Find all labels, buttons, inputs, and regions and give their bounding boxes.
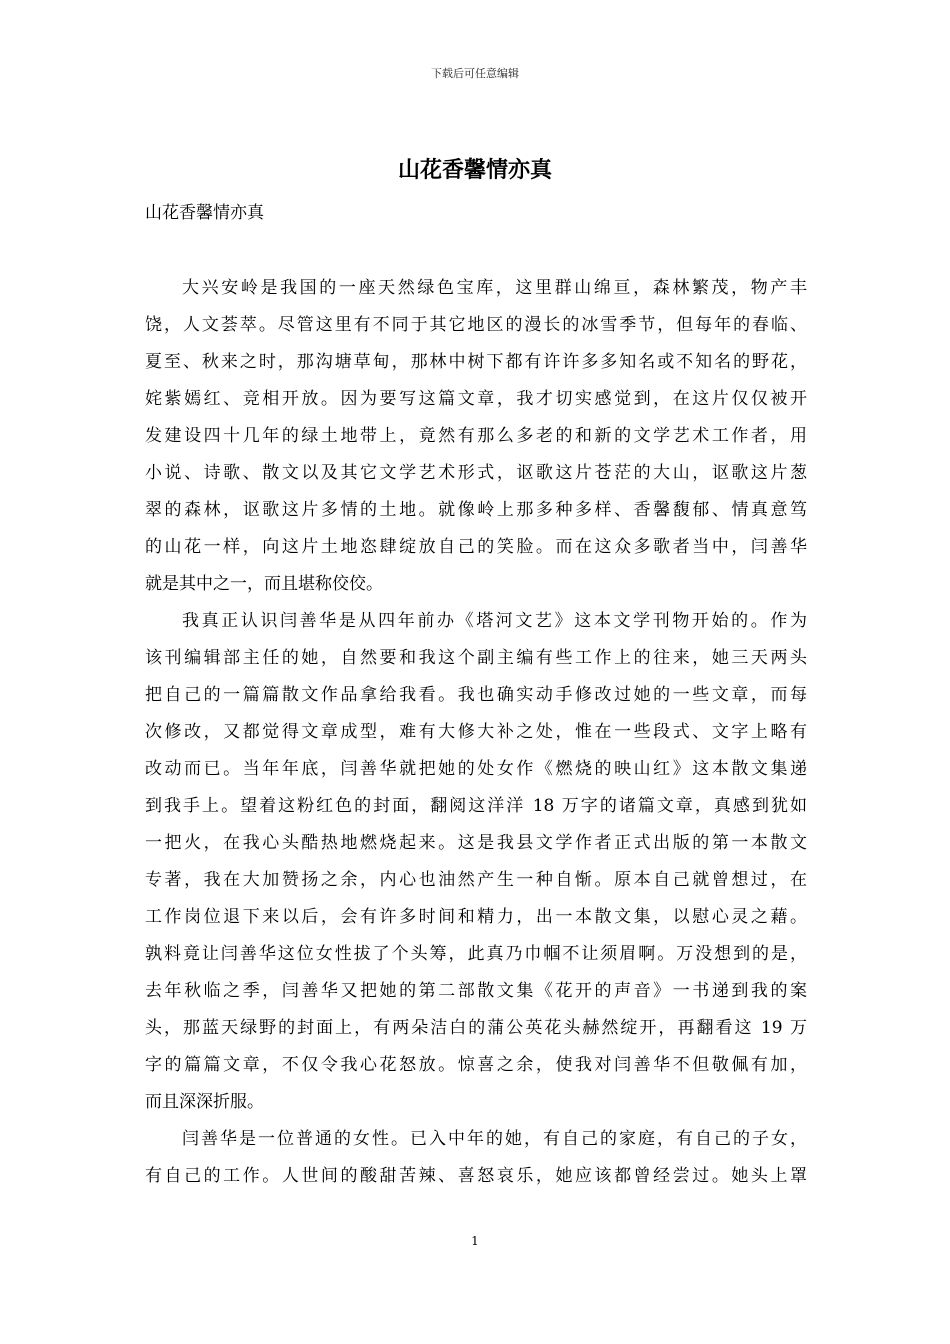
text-line: 我真正认识闫善华是从四年前办《塔河文艺》这本文学刊物开始的。作为 (182, 611, 807, 631)
page-header-note: 下载后可任意编辑 (431, 67, 519, 80)
text-line: 有自己的工作。人世间的酸甜苦辣、喜怒哀乐，她应该都曾经尝过。她头上罩 (145, 1166, 807, 1186)
document-title: 山花香馨情亦真 (397, 157, 552, 183)
text-line: 就是其中之一，而且堪称佼佼。 (145, 574, 383, 594)
text-line: 把自己的一篇篇散文作品拿给我看。我也确实动手修改过她的一些文章，而每 (145, 685, 807, 705)
text-line: 饶，人文荟萃。尽管这里有不同于其它地区的漫长的冰雪季节，但每年的春临、 (145, 315, 807, 335)
text-line: 姹紫嫣红、竞相开放。因为要写这篇文章，我才切实感觉到，在这片仅仅被开 (145, 389, 807, 409)
text-line: 翠的森林，讴歌这片多情的土地。就像岭上那多种多样、香馨馥郁、情真意笃 (145, 500, 807, 520)
text-line: 夏至、秋来之时，那沟塘草甸，那林中树下都有许许多多知名或不知名的野花， (145, 352, 807, 372)
text-line: 专著，我在大加赞扬之余，内心也油然产生一种自惭。原本自己就曾想过，在 (145, 870, 807, 890)
text-line: 次修改，又都觉得文章成型，难有大修大补之处，惟在一些段式、文字上略有 (145, 722, 807, 742)
text-line: 去年秋临之季，闫善华又把她的第二部散文集《花开的声音》一书递到我的案 (145, 981, 807, 1001)
document-body (145, 270, 807, 1195)
text-line: 大兴安岭是我国的一座天然绿色宝库，这里群山绵亘，森林繁茂，物产丰 (182, 278, 807, 298)
text-line: 闫善华是一位普通的女性。已入中年的她，有自己的家庭，有自己的子女， (182, 1129, 807, 1149)
text-line: 而且深深折服。 (145, 1092, 264, 1112)
text-line: 孰料竟让闫善华这位女性拔了个头筹，此真乃巾帼不让须眉啊。万没想到的是， (145, 944, 807, 964)
text-line: 改动而已。当年年底，闫善华就把她的处女作《燃烧的映山红》这本散文集递 (145, 759, 807, 779)
text-line: 的山花一样，向这片土地恣肆绽放自己的笑脸。而在这众多歌者当中，闫善华 (145, 537, 807, 557)
text-line: 一把火，在我心头酷热地燃烧起来。这是我县文学作者正式出版的第一本散文 (145, 833, 807, 853)
page-number: 1 (471, 1234, 479, 1248)
text-line: 到我手上。望着这粉红色的封面，翻阅这洋洋 18 万字的诸篇文章，真感到犹如 (145, 796, 807, 816)
text-line: 小说、诗歌、散文以及其它文学艺术形式，讴歌这片苍茫的大山，讴歌这片葱 (145, 463, 807, 483)
text-line: 头，那蓝天绿野的封面上，有两朵洁白的蒲公英花头赫然绽开，再翻看这 19 万 (145, 1018, 807, 1038)
text-line: 工作岗位退下来以后，会有许多时间和精力，出一本散文集，以慰心灵之藉。 (145, 907, 807, 927)
text-line: 该刊编辑部主任的她，自然要和我这个副主编有些工作上的往来，她三天两头 (145, 648, 807, 668)
document-subtitle: 山花香馨情亦真 (145, 203, 264, 223)
text-line: 字的篇篇文章，不仅令我心花怒放。惊喜之余，使我对闫善华不但敬佩有加， (145, 1055, 807, 1075)
text-line: 发建设四十几年的绿土地带上，竟然有那么多老的和新的文学艺术工作者，用 (145, 426, 807, 446)
